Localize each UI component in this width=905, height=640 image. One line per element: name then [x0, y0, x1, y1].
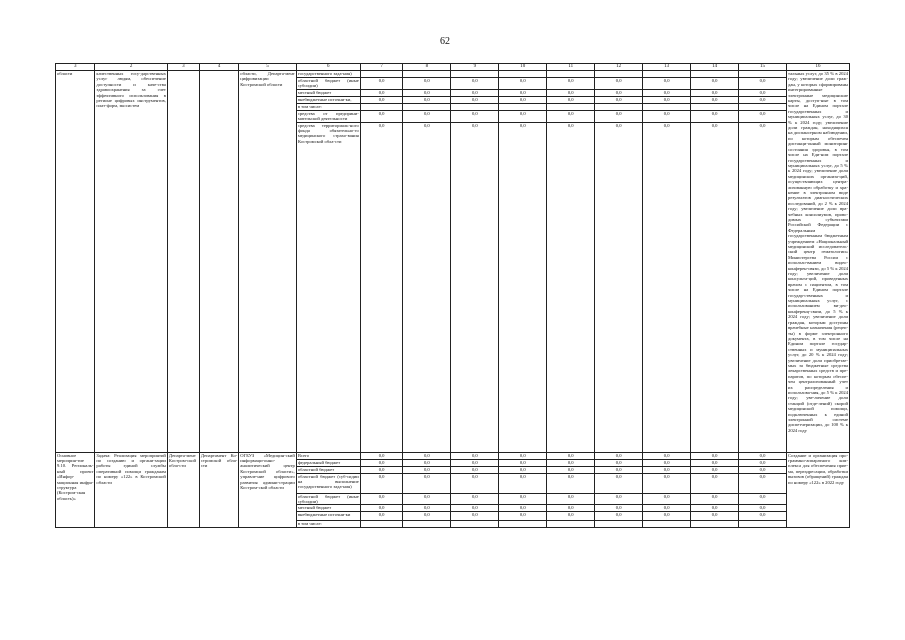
funding-value-cell: 0,0: [595, 493, 643, 505]
funding-source-label: местный бюджет: [296, 505, 360, 512]
funding-value-cell: 0,0: [595, 505, 643, 512]
funding-value-cell: 0,0: [403, 466, 451, 473]
funding-value-cell: 0,0: [643, 110, 691, 122]
funding-value-cell: 0,0: [360, 78, 403, 90]
funding-value-cell: 0,0: [360, 459, 403, 466]
column-number: 4: [199, 64, 238, 71]
funding-value-cell: 0,0: [595, 89, 643, 96]
funding-value-cell: 0,0: [499, 96, 547, 103]
funding-value-cell: 0,0: [691, 473, 739, 493]
column-number: 10: [499, 64, 547, 71]
funding-value-cell: 0,0: [403, 459, 451, 466]
funding-value-cell: 0,0: [739, 466, 787, 473]
funding-value-cell: 0,0: [360, 512, 403, 521]
funding-value-cell: 0,0: [547, 96, 595, 103]
funding-value-cell: 0,0: [451, 512, 499, 521]
funding-value-cell: [739, 521, 787, 528]
funding-value-cell: 0,0: [451, 493, 499, 505]
funding-value-cell: 0,0: [595, 512, 643, 521]
funding-value-cell: 0,0: [691, 89, 739, 96]
funding-value-cell: [547, 521, 595, 528]
task-cell: качественных госу-дарственных услуг людям, обеспечение доступности и каче-ства здравоохранения за счет эффективного использования в регионе цифровых инструментов, плат-форм, экосистем: [95, 71, 167, 453]
program-table: [55, 63, 850, 528]
funding-value-cell: 0,0: [547, 505, 595, 512]
funding-value-cell: 0,0: [643, 96, 691, 103]
funding-value-cell: [547, 103, 595, 110]
funding-source-label: средства территориаль-ного фонда обязательно-го медицинского страхо-вания Костромской обла-сти: [296, 122, 360, 452]
funding-value-cell: 0,0: [547, 89, 595, 96]
funding-value-cell: 0,0: [360, 473, 403, 493]
funding-value-cell: [451, 103, 499, 110]
funding-value-cell: 0,0: [499, 466, 547, 473]
funding-value-cell: 0,0: [403, 512, 451, 521]
funding-value-cell: 0,0: [691, 452, 739, 459]
responsible-cell: Департа-мент Костром-ской обла-сти: [167, 452, 199, 528]
funding-value-cell: 0,0: [451, 473, 499, 493]
expected-results-cell: Создание и организация про-граммно-аппаратного ком-плекса для обеспечения прие-ма, переадресации, обработки вызовов (обращений) граждан по номеру «122» в 2022 году: [787, 452, 850, 528]
column-number: 16: [787, 64, 850, 71]
column-number-row: [56, 64, 850, 71]
table-row: [56, 71, 850, 78]
funding-value-cell: 0,0: [403, 96, 451, 103]
column-number: 11: [547, 64, 595, 71]
column-number: 13: [643, 64, 691, 71]
funding-value-cell: 0,0: [360, 110, 403, 122]
funding-value-cell: [595, 521, 643, 528]
row-title-cell: области: [56, 71, 95, 453]
funding-value-cell: [499, 71, 547, 78]
funding-value-cell: 0,0: [691, 466, 739, 473]
column-number: 7: [360, 64, 403, 71]
funding-value-cell: 0,0: [499, 78, 547, 90]
task-cell: Задача: Реализация мероприятий по созданию и органи-зации работы единой службы оперативной помощи гражданам по номеру «122» в Костромской области: [95, 452, 167, 528]
funding-value-cell: [360, 71, 403, 78]
funding-value-cell: 0,0: [547, 466, 595, 473]
funding-source-label: внебюджетные источни-ки,: [296, 96, 360, 103]
funding-value-cell: 0,0: [360, 505, 403, 512]
funding-value-cell: 0,0: [643, 512, 691, 521]
funding-value-cell: [643, 103, 691, 110]
funding-value-cell: [499, 521, 547, 528]
funding-source-label: государственного зада-ния): [296, 71, 360, 78]
funding-value-cell: 0,0: [451, 505, 499, 512]
funding-value-cell: 0,0: [739, 122, 787, 452]
funding-source-label: Всего: [296, 452, 360, 459]
funding-value-cell: [691, 103, 739, 110]
funding-value-cell: [691, 521, 739, 528]
funding-value-cell: 0,0: [403, 493, 451, 505]
funding-value-cell: 0,0: [547, 493, 595, 505]
funding-value-cell: 0,0: [691, 110, 739, 122]
funding-value-cell: [595, 71, 643, 78]
funding-value-cell: 0,0: [595, 78, 643, 90]
funding-value-cell: [451, 521, 499, 528]
page-number: 62: [440, 36, 450, 47]
funding-value-cell: [643, 71, 691, 78]
funding-value-cell: 0,0: [691, 96, 739, 103]
funding-value-cell: 0,0: [547, 452, 595, 459]
funding-source-label: внебюджетные источни-ки: [296, 512, 360, 521]
funding-value-cell: 0,0: [360, 89, 403, 96]
funding-value-cell: 0,0: [643, 89, 691, 96]
funding-value-cell: 0,0: [739, 505, 787, 512]
funding-value-cell: 0,0: [595, 459, 643, 466]
column-number: 15: [739, 64, 787, 71]
funding-source-label: в том числе:: [296, 521, 360, 528]
funding-value-cell: 0,0: [691, 512, 739, 521]
funding-value-cell: 0,0: [360, 96, 403, 103]
column-number: 8: [403, 64, 451, 71]
funding-value-cell: 0,0: [403, 452, 451, 459]
coexecutor-cell: Департамент Ко-стромской обла-сти: [199, 452, 238, 528]
funding-value-cell: 0,0: [739, 493, 787, 505]
funding-value-cell: 0,0: [595, 473, 643, 493]
funding-value-cell: 0,0: [451, 459, 499, 466]
funding-value-cell: 0,0: [739, 452, 787, 459]
funding-value-cell: 0,0: [739, 89, 787, 96]
funding-source-label: областной бюджет: [296, 466, 360, 473]
funding-value-cell: 0,0: [451, 78, 499, 90]
participant-cell: ОГБУЗ «Медицин-ский информаци-онно-аналитический центр Костромской области», управле-ние цифрового развития админи-страции Костром-ской области: [239, 452, 297, 528]
funding-value-cell: 0,0: [403, 89, 451, 96]
funding-value-cell: 0,0: [403, 122, 451, 452]
column-number: 5: [239, 64, 297, 71]
funding-value-cell: 0,0: [643, 473, 691, 493]
funding-value-cell: 0,0: [547, 473, 595, 493]
funding-value-cell: 0,0: [691, 505, 739, 512]
funding-value-cell: 0,0: [595, 452, 643, 459]
funding-value-cell: 0,0: [595, 96, 643, 103]
funding-value-cell: 0,0: [643, 452, 691, 459]
funding-value-cell: 0,0: [451, 96, 499, 103]
funding-source-label: областной бюджет (иные субсидии): [297, 78, 359, 89]
funding-value-cell: [403, 521, 451, 528]
funding-value-cell: 0,0: [547, 459, 595, 466]
funding-value-cell: 0,0: [360, 493, 403, 505]
funding-value-cell: 0,0: [739, 473, 787, 493]
column-number: 6: [296, 64, 360, 71]
funding-value-cell: 0,0: [739, 96, 787, 103]
funding-source-label: федеральный бюджет: [296, 459, 360, 466]
funding-value-cell: 0,0: [739, 78, 787, 90]
funding-value-cell: 0,0: [739, 110, 787, 122]
column-number: 2: [95, 64, 167, 71]
funding-value-cell: [547, 71, 595, 78]
funding-value-cell: [360, 103, 403, 110]
funding-value-cell: 0,0: [499, 505, 547, 512]
funding-value-cell: 0,0: [499, 473, 547, 493]
funding-value-cell: 0,0: [595, 110, 643, 122]
participant-cell: области, Департа-мент цифровизации Костромской области: [239, 71, 297, 453]
funding-value-cell: [403, 103, 451, 110]
column-number: 9: [451, 64, 499, 71]
funding-value-cell: 0,0: [547, 110, 595, 122]
funding-source-label: областной бюджет (иные субсидии): [297, 493, 359, 505]
funding-value-cell: 0,0: [499, 122, 547, 452]
funding-value-cell: 0,0: [499, 512, 547, 521]
funding-value-cell: 0,0: [595, 122, 643, 452]
funding-value-cell: 0,0: [691, 459, 739, 466]
funding-value-cell: 0,0: [691, 122, 739, 452]
funding-value-cell: [643, 521, 691, 528]
funding-value-cell: 0,0: [547, 122, 595, 452]
funding-value-cell: 0,0: [403, 505, 451, 512]
funding-value-cell: 0,0: [360, 452, 403, 459]
funding-value-cell: 0,0: [499, 493, 547, 505]
funding-value-cell: [691, 71, 739, 78]
coexecutor-cell: [199, 71, 238, 453]
funding-value-cell: [595, 103, 643, 110]
funding-value-cell: 0,0: [643, 493, 691, 505]
column-number: 3: [56, 64, 95, 71]
funding-value-cell: 0,0: [403, 473, 451, 493]
funding-value-cell: 0,0: [643, 78, 691, 90]
funding-source-label: областной бюджет (суб-сидии на выполнение государственного зада-ния): [296, 473, 360, 493]
funding-value-cell: 0,0: [547, 78, 595, 90]
table-row: [56, 452, 850, 459]
funding-value-cell: 0,0: [691, 78, 739, 90]
funding-value-cell: 0,0: [499, 110, 547, 122]
funding-value-cell: 0,0: [739, 512, 787, 521]
column-number: 14: [691, 64, 739, 71]
row-title-cell: Основное мероприя-тие 9.10. Региональ-ный проект «Инфор-мационная инфра-структура (Костром-ская область)»: [56, 452, 95, 528]
funding-value-cell: 0,0: [451, 89, 499, 96]
funding-value-cell: 0,0: [360, 122, 403, 452]
funding-value-cell: [739, 103, 787, 110]
funding-value-cell: 0,0: [643, 122, 691, 452]
funding-value-cell: 0,0: [403, 110, 451, 122]
column-number: 12: [595, 64, 643, 71]
funding-value-cell: [451, 71, 499, 78]
funding-value-cell: 0,0: [499, 452, 547, 459]
funding-value-cell: 0,0: [691, 493, 739, 505]
funding-value-cell: [499, 103, 547, 110]
funding-value-cell: 0,0: [547, 512, 595, 521]
funding-value-cell: 0,0: [451, 110, 499, 122]
funding-value-cell: 0,0: [403, 78, 451, 90]
column-number: 3: [167, 64, 199, 71]
funding-value-cell: [360, 521, 403, 528]
expected-results-cell: тальных услуг, до 35 % в 2024 году; увеличение доли граж-дан, у которых сформированы интегрированные электронные медицинские карты, доступ-ные в том числе на Едином портале государственных и муниципальных услуг, до 30 % к 2024 году; увеличение доли граждан, находящихся на диспансерном наблюдении, по которым обеспечен дистанци-онный мониторинг состояния здоровья, в том числе на Еди-ном портале государственных и муниципальных услуг, до 5 % к 2024 году; увеличение доли медицинских организа-ций, осуществляющих центра-лизованную обработку и хра-нение в электронном виде результатов диагностических исследований, до 2 % к 2024 году; увеличение доли вра-чебных консилиумов, прово-димых субъектами Российской Федерации с Федеральным государственным бюджетным учреждением «Национальный медицинский исследователь-ский центр гематологии» Министерства России с использо-ванием видео-конферен-связи, до 5 % к 2024 году; увеличение доли консульта-ций, проведенных врачом с пациентом, в том числе на Едином портале государ-ственных и муниципальных услуг, с использованием ви-део-конференц-связи, до 5 % к 2024 году; увеличение доли граждан, которым доступны врачебные назначения (рецеп-ты) в форме электронного документа, в том числе на Едином портале государ-ственных и муниципальных услуг, до 20 % к 2024 году; увеличение доли приобретае-мых за бюджетные средства лекарственных средств и пре-паратов, по которым обеспе-чен централизованный учет их распределения и использова-ния, до 5 % к 2024 году; уве-личение доли станций (отде-лений) скорой медицинской помощи, подключенных к единой электронной системе диспетчеризации, до 100 % к 2024 году: [787, 71, 850, 453]
funding-value-cell: 0,0: [360, 466, 403, 473]
funding-source-label: средства от предприни-мательской деятельности: [297, 110, 359, 122]
funding-value-cell: 0,0: [643, 459, 691, 466]
funding-value-cell: 0,0: [499, 89, 547, 96]
funding-value-cell: [739, 71, 787, 78]
funding-value-cell: 0,0: [499, 459, 547, 466]
funding-value-cell: 0,0: [643, 466, 691, 473]
funding-value-cell: 0,0: [451, 122, 499, 452]
responsible-cell: [167, 71, 199, 453]
funding-value-cell: 0,0: [451, 452, 499, 459]
funding-value-cell: 0,0: [595, 466, 643, 473]
funding-value-cell: [403, 71, 451, 78]
funding-value-cell: 0,0: [739, 459, 787, 466]
funding-source-label: местный бюджет: [296, 89, 360, 96]
funding-source-label: в том числе:: [296, 103, 360, 110]
funding-value-cell: 0,0: [451, 466, 499, 473]
funding-value-cell: 0,0: [643, 505, 691, 512]
